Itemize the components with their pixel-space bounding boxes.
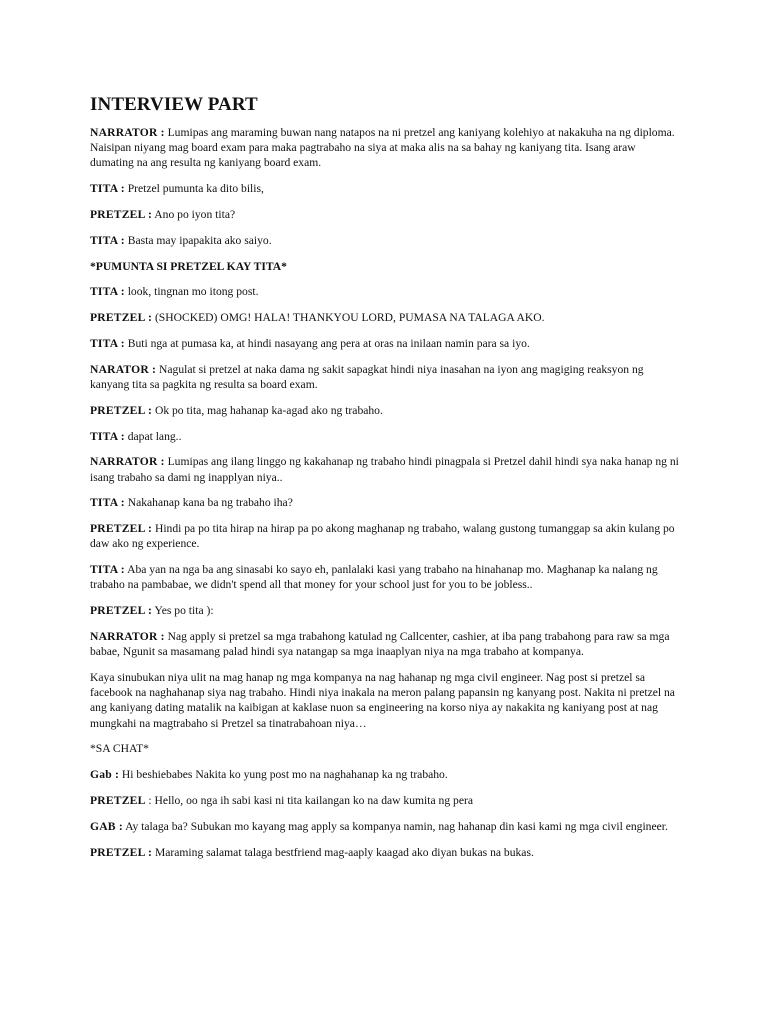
page-title: INTERVIEW PART [90, 94, 258, 115]
speaker-label: NARRATOR : [90, 126, 165, 139]
dialogue-text: Nakahanap kana ba ng trabaho iha? [124, 496, 293, 510]
dialogue-line [90, 454, 680, 484]
dialogue-line [90, 207, 680, 222]
dialogue-text: Ano po iyon tita? [152, 208, 236, 221]
speaker-label: TITA : [90, 429, 125, 443]
dialogue-text: Aba yan na nga ba ang sinasabi ko sayo eh, panlalaki kasi yang trabaho na hinahanap mo. Maghanap ka nalang ng trabaho na pambabae, we didn't spend all that money for your school just for you to be jobless.. [90, 563, 658, 592]
dialogue-text: Ok po tita, mag hahanap ka-agad ako ng trabaho. [152, 403, 383, 417]
speaker-label: PRETZEL : [90, 522, 153, 536]
dialogue-line [90, 429, 680, 444]
dialogue-line [90, 845, 680, 860]
dialogue-text: Nag apply si pretzel sa mga trabahong katulad ng Callcenter, cashier, at iba pang trabahong para raw sa mga babae, Ngunit sa masamang palad hindi sya natangap sa mga inaaplyan niya na mga trabaho at kompanya. [90, 629, 670, 659]
speaker-label: PRETZEL : [90, 845, 153, 859]
dialogue-line [90, 603, 680, 618]
speaker-label: TITA : [90, 285, 125, 299]
dialogue-text: Buti nga at pumasa ka, at hindi nasayang ang pera at oras na inilaan namin para sa iyo. [124, 336, 530, 350]
dialogue-text: Lumipas ang maraming buwan nang natapos na ni pretzel ang kaniyang kolehiyo at nakakuha na ng diploma. Naisipan niyang mag board exam para maka pagtrabaho na siya at maka alis na sa bahay ng kaniyang tita. Isang araw dumating na ang resulta ng kaniyang board exam. [90, 126, 675, 170]
dialogue-line [90, 310, 680, 325]
speaker-label: PRETZEL : [90, 311, 153, 325]
dialogue-text: look, tingnan mo itong post. [124, 285, 259, 299]
stage-direction: *PUMUNTA SI PRETZEL KAY TITA* [90, 259, 287, 273]
dialogue-text: Hi beshiebabes Nakita ko yung post mo na naghahanap ka ng trabaho. [119, 768, 448, 782]
speaker-label: PRETZEL : [90, 208, 153, 221]
speaker-label: NARRATOR : [90, 629, 165, 643]
speaker-label: TITA : [90, 336, 125, 350]
speaker-label: TITA : [90, 233, 125, 247]
dialogue-line [90, 562, 680, 592]
dialogue-text: Hindi pa po tita hirap na hirap pa po akong maghanap ng trabaho, walang gustong tumanggap sa akin kulang po daw ako ng experience. [90, 522, 675, 551]
speaker-label: PRETZEL : [90, 403, 153, 417]
speaker-label: PRETZEL : [90, 604, 153, 618]
dialogue-line [90, 629, 680, 659]
dialogue-text: Maraming salamat talaga bestfriend mag-aaply kaagad ako diyan bukas na bukas. [152, 845, 534, 859]
dialogue-line [90, 403, 680, 418]
dialogue-line [90, 336, 680, 351]
dialogue-line [90, 362, 680, 392]
speaker-label: PRETZEL [90, 793, 146, 807]
speaker-label: GAB : [90, 819, 123, 833]
speaker-label: TITA : [90, 496, 125, 510]
speaker-label: TITA : [90, 563, 125, 577]
dialogue-line [90, 233, 680, 248]
dialogue-text: Yes po tita ): [152, 604, 214, 618]
dialogue-text: dapat lang.. [124, 429, 182, 443]
dialogue-line [90, 125, 680, 171]
stage-direction: *SA CHAT* [90, 742, 149, 756]
narration-paragraph: Kaya sinubukan niya ulit na mag hanap ng mga kompanya na nag hahanap ng mga civil engineer. Nag post si pretzel sa facebook na naghahanap siya nag trabaho. Hindi niya inakala na meron palang papansin ng kanyang post. Nakita ni pretzel na ang kaniyang dating matalik na kaibigan at kaklase nuon sa engineering na korso niya ay nakakita ng kaniyang post at nag mungkahi na magtrabaho si Pretzel sa tinatrabahoan niya… [90, 670, 675, 730]
dialogue-text: Nagulat si pretzel at naka dama ng sakit sapagkat hindi niya inasahan na iyon ang magiging reaksyon ng kanyang tita sa pagkita ng resulta sa board exam. [90, 362, 644, 391]
document-body [90, 92, 680, 870]
dialogue-line [90, 819, 680, 834]
dialogue-line [90, 521, 680, 551]
dialogue-text: Pretzel pumunta ka dito bilis, [124, 182, 264, 196]
dialogue-text: : Hello, oo nga ih sabi kasi ni tita kailangan ko na daw kumita ng pera [145, 793, 473, 807]
dialogue-text: Ay talaga ba? Subukan mo kayang mag apply sa kompanya namin, nag hahanap din kasi kami ng mga civil engineer. [122, 819, 668, 833]
speaker-label: Gab : [90, 768, 120, 782]
dialogue-text: (SHOCKED) OMG! HALA! THANKYOU LORD, PUMASA NA TALAGA AKO. [152, 311, 545, 325]
dialogue-line [90, 284, 680, 299]
dialogue-line [90, 495, 680, 510]
dialogue-text: Basta may ipapakita ako saiyo. [124, 233, 272, 247]
speaker-label: NARATOR : [90, 362, 157, 376]
dialogue-line [90, 767, 680, 782]
dialogue-line [90, 793, 680, 808]
dialogue-line [90, 181, 680, 196]
dialogue-text: Lumipas ang ilang linggo ng kakahanap ng trabaho hindi pinagpala si Pretzel dahil hindi sya naka hanap ng ni isang trabaho sa dami ng inapplyan niya.. [90, 455, 679, 484]
speaker-label: TITA : [90, 182, 125, 196]
speaker-label: NARRATOR : [90, 455, 165, 469]
